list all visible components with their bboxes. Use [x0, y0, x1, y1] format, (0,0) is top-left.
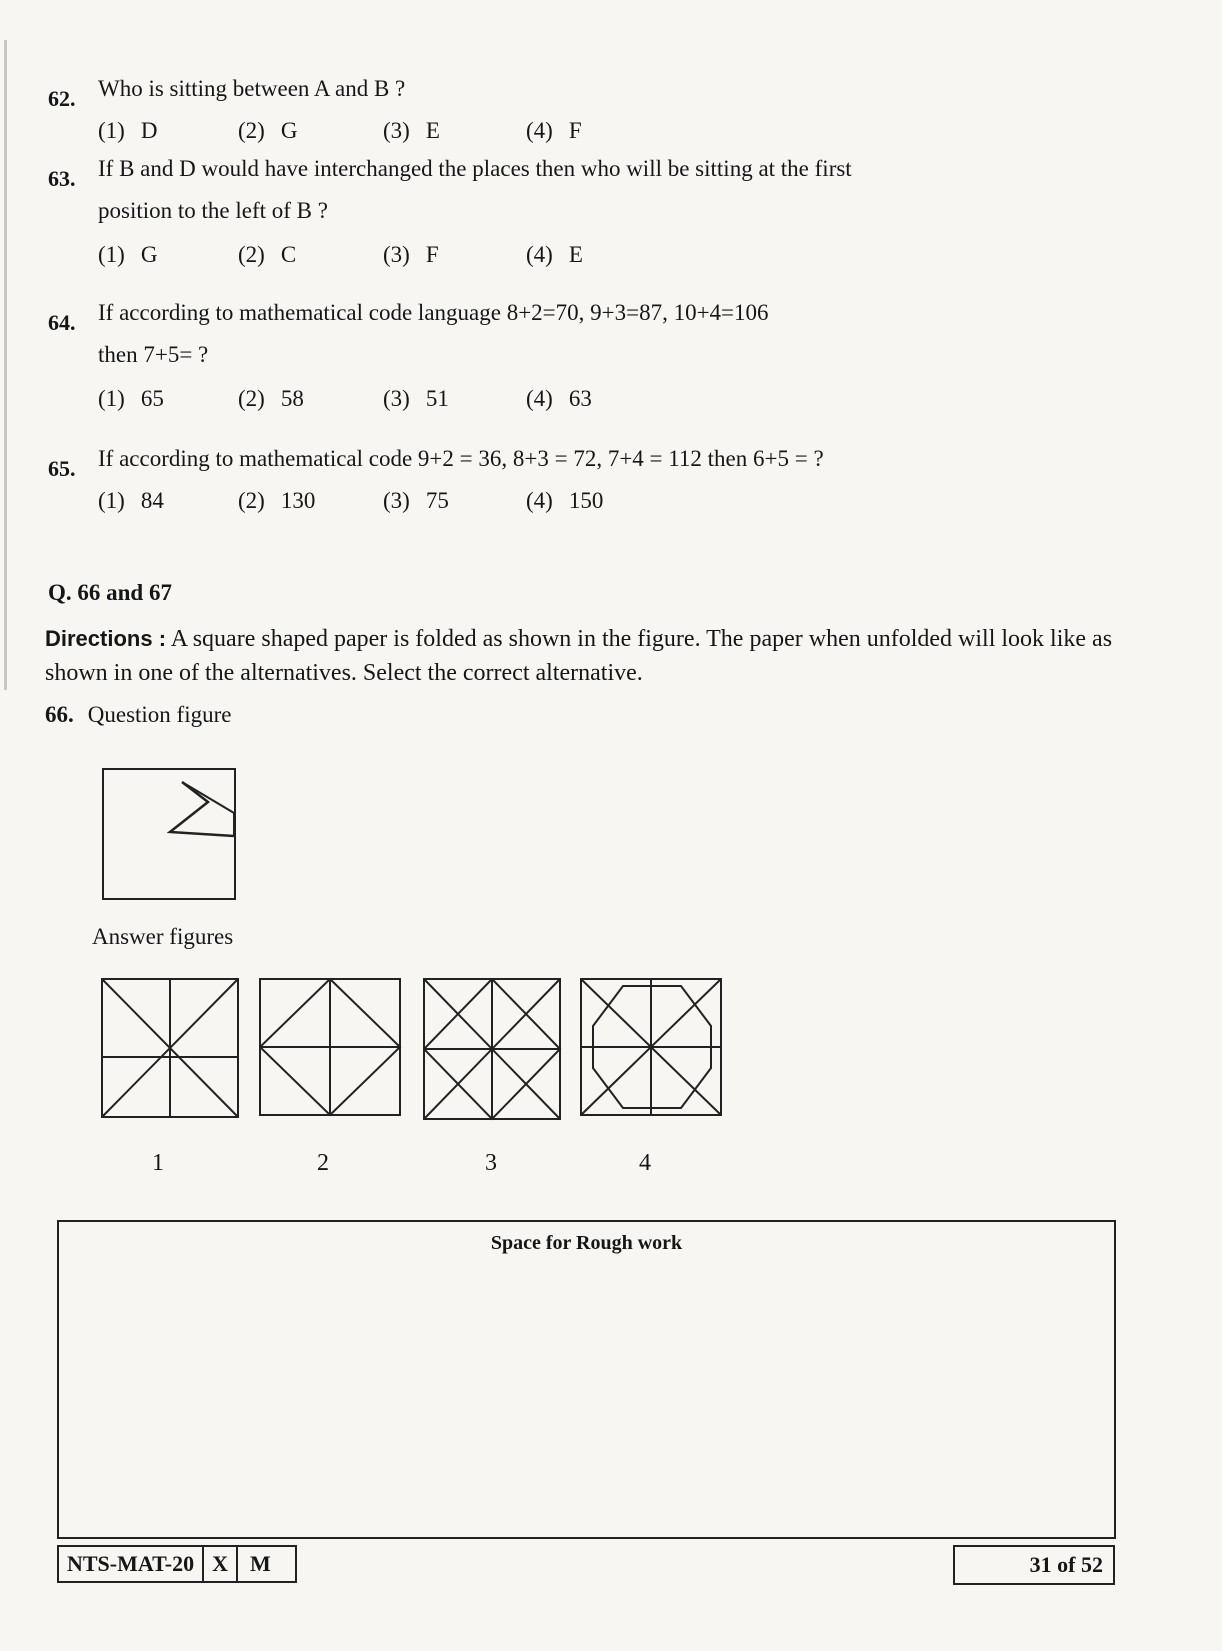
- question-number: 64.: [48, 310, 76, 335]
- directions: [45, 622, 1125, 690]
- option-3: (3) 75: [383, 488, 449, 513]
- subject-code: M: [250, 1551, 271, 1576]
- option-2: (2) C: [238, 242, 297, 267]
- option-4: (4) F: [526, 118, 582, 143]
- option-1: (1) G: [98, 242, 158, 267]
- option-2: (2) 130: [238, 488, 316, 513]
- option-3: (3) E: [383, 118, 440, 143]
- section-title: Q. 66 and 67: [48, 580, 172, 605]
- paper-code: NTS-MAT-20: [59, 1547, 204, 1581]
- option-1: (1) D: [98, 118, 158, 143]
- option-1: (1) 65: [98, 386, 164, 411]
- page-number: 31 of 52: [1029, 1552, 1103, 1577]
- option-2: (2) G: [238, 118, 298, 143]
- question-line: then 7+5= ?: [98, 342, 209, 367]
- directions-text: A square shaped paper is folded as shown in the figure. The paper when unfolded will look like as shown in one of the alternatives. Select the correct alternative.: [45, 626, 1113, 686]
- paper-code-box: [57, 1545, 297, 1583]
- answer-number-2: 2: [317, 1150, 329, 1176]
- answer-number-4: 4: [639, 1150, 651, 1176]
- question-text: Question figure: [87, 702, 232, 727]
- answer-figures-label: Answer figures: [92, 924, 234, 949]
- answer-figure-1: [101, 978, 241, 1118]
- answer-figure-3: [423, 978, 563, 1122]
- page-number-box: [953, 1545, 1115, 1585]
- option-4: (4) E: [526, 242, 583, 267]
- option-1: (1) 84: [98, 488, 164, 513]
- option-3: (3) 51: [383, 386, 449, 411]
- option-4: (4) 150: [526, 488, 604, 513]
- question-number: 63.: [48, 166, 76, 191]
- answer-figure-4: [580, 978, 724, 1118]
- directions-label: Directions :: [45, 626, 167, 651]
- rough-work-label: Space for Rough work: [490, 1232, 683, 1254]
- question-figure: [102, 768, 238, 902]
- question-line: If according to mathematical code language 8+2=70, 9+3=87, 10+4=106: [98, 300, 769, 325]
- question-line: If B and D would have interchanged the places then who will be sitting at the first: [98, 156, 852, 181]
- cut-mark: [170, 782, 234, 836]
- answer-number-3: 3: [485, 1150, 497, 1176]
- page-edge-line: [4, 40, 7, 690]
- question-number: 65.: [48, 456, 76, 481]
- question-text: Who is sitting between A and B ?: [98, 76, 406, 101]
- question-number: 62.: [48, 86, 76, 111]
- option-2: (2) 58: [238, 386, 304, 411]
- question-text: [98, 152, 1158, 228]
- question-text: [98, 296, 1158, 372]
- question-line: position to the left of B ?: [98, 198, 328, 223]
- question-66: [45, 702, 231, 728]
- class-code: X: [204, 1547, 238, 1581]
- question-text: If according to mathematical code 9+2 = 36, 8+3 = 72, 7+4 = 112 then 6+5 = ?: [98, 446, 824, 471]
- question-number: 66.: [45, 702, 74, 727]
- answer-figure-2: [259, 978, 403, 1118]
- rough-work-box: [57, 1220, 1116, 1539]
- option-3: (3) F: [383, 242, 439, 267]
- answer-number-1: 1: [152, 1150, 164, 1176]
- fold-flap: [182, 782, 234, 836]
- option-4: (4) 63: [526, 386, 592, 411]
